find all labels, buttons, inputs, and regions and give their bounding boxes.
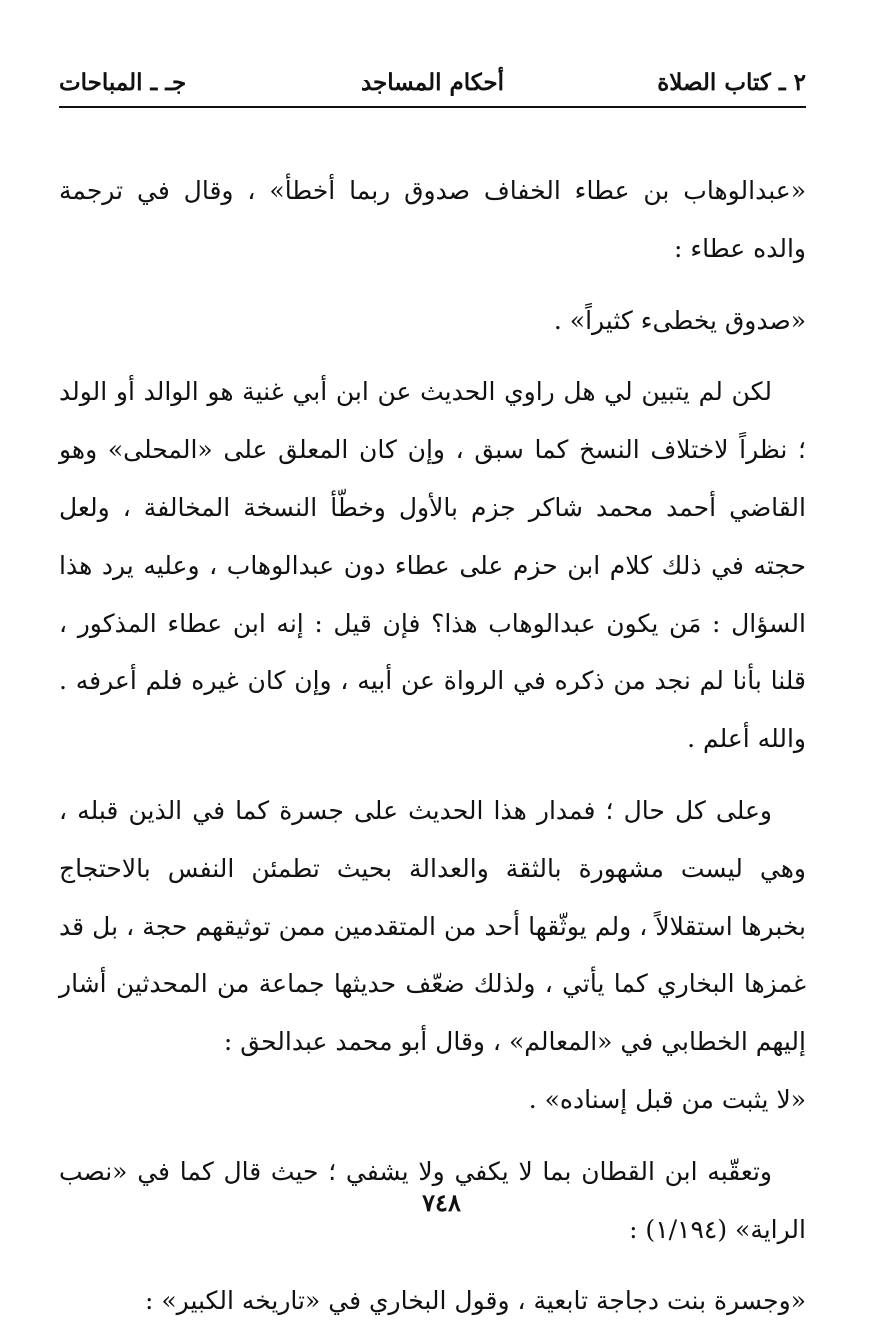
header-rule [59,106,806,108]
running-header [59,62,806,102]
paragraph: لكن لم يتبين لي هل راوي الحديث عن ابن أبي غنية هو الوالد أو الولد ؛ نظراً لاختلاف النسخ كما سبق ، وإن كان المعلق على «المحلى» وهو القاضي أحمد محمد شاكر جزم بالأول وخطّأ النسخة المخالفة ، ولعل حجته في ذلك كلام ابن حزم على عطاء دون عبدالوهاب ، وعليه يرد هذا السؤال : مَن يكون عبدالوهاب هذا؟ فإن قيل : إنه ابن عطاء المذكور ، قلنا بأنا لم نجد من ذكره في الرواة عن أبيه ، وإن كان غيره فلم أعرفه . والله أعلم . [59,377,806,754]
quote-paragraph: «وجسرة بنت دجاجة تابعية ، وقول البخاري في «تاريخه الكبير» : [144,1286,806,1316]
paragraph: وعلى كل حال ؛ فمدار هذا الحديث على جسرة كما في الذين قبله ، وهي ليست مشهورة بالثقة والعدالة بحيث تطمئن النفس بالاحتجاج بخبرها استقلالاً ، ولم يوثّقها أحد من المتقدمين ممن توثيقهم حجة ، بل قد غمزها البخاري كما يأتي ، ولذلك ضعّف حديثها جماعة من المحدثين أشار إليهم الخطابي في «المعالم» ، وقال أبو محمد عبدالحق : [59,795,806,1057]
header-section: جـ ـ المباحات [59,68,187,96]
paragraph: وتعقّبه ابن القطان بما لا يكفي ولا يشفي ؛ حيث قال كما في «نصب الراية» (١/١٩٤) : [59,1156,806,1244]
paragraph: «عبدالوهاب بن عطاء الخفاف صدوق ربما أخطأ» ، وقال في ترجمة والده عطاء : [59,176,806,263]
header-chapter: ٢ ـ كتاب الصلاة [657,68,806,96]
quote-paragraph: «لا يثبت من قبل إسناده» . [528,1084,806,1114]
header-title: أحكام المساجد [360,68,505,96]
page-body [59,162,806,1330]
page-number: ٧٤٨ [422,1188,461,1217]
quote-paragraph: «صدوق يخطىء كثيراً» . [553,305,806,335]
